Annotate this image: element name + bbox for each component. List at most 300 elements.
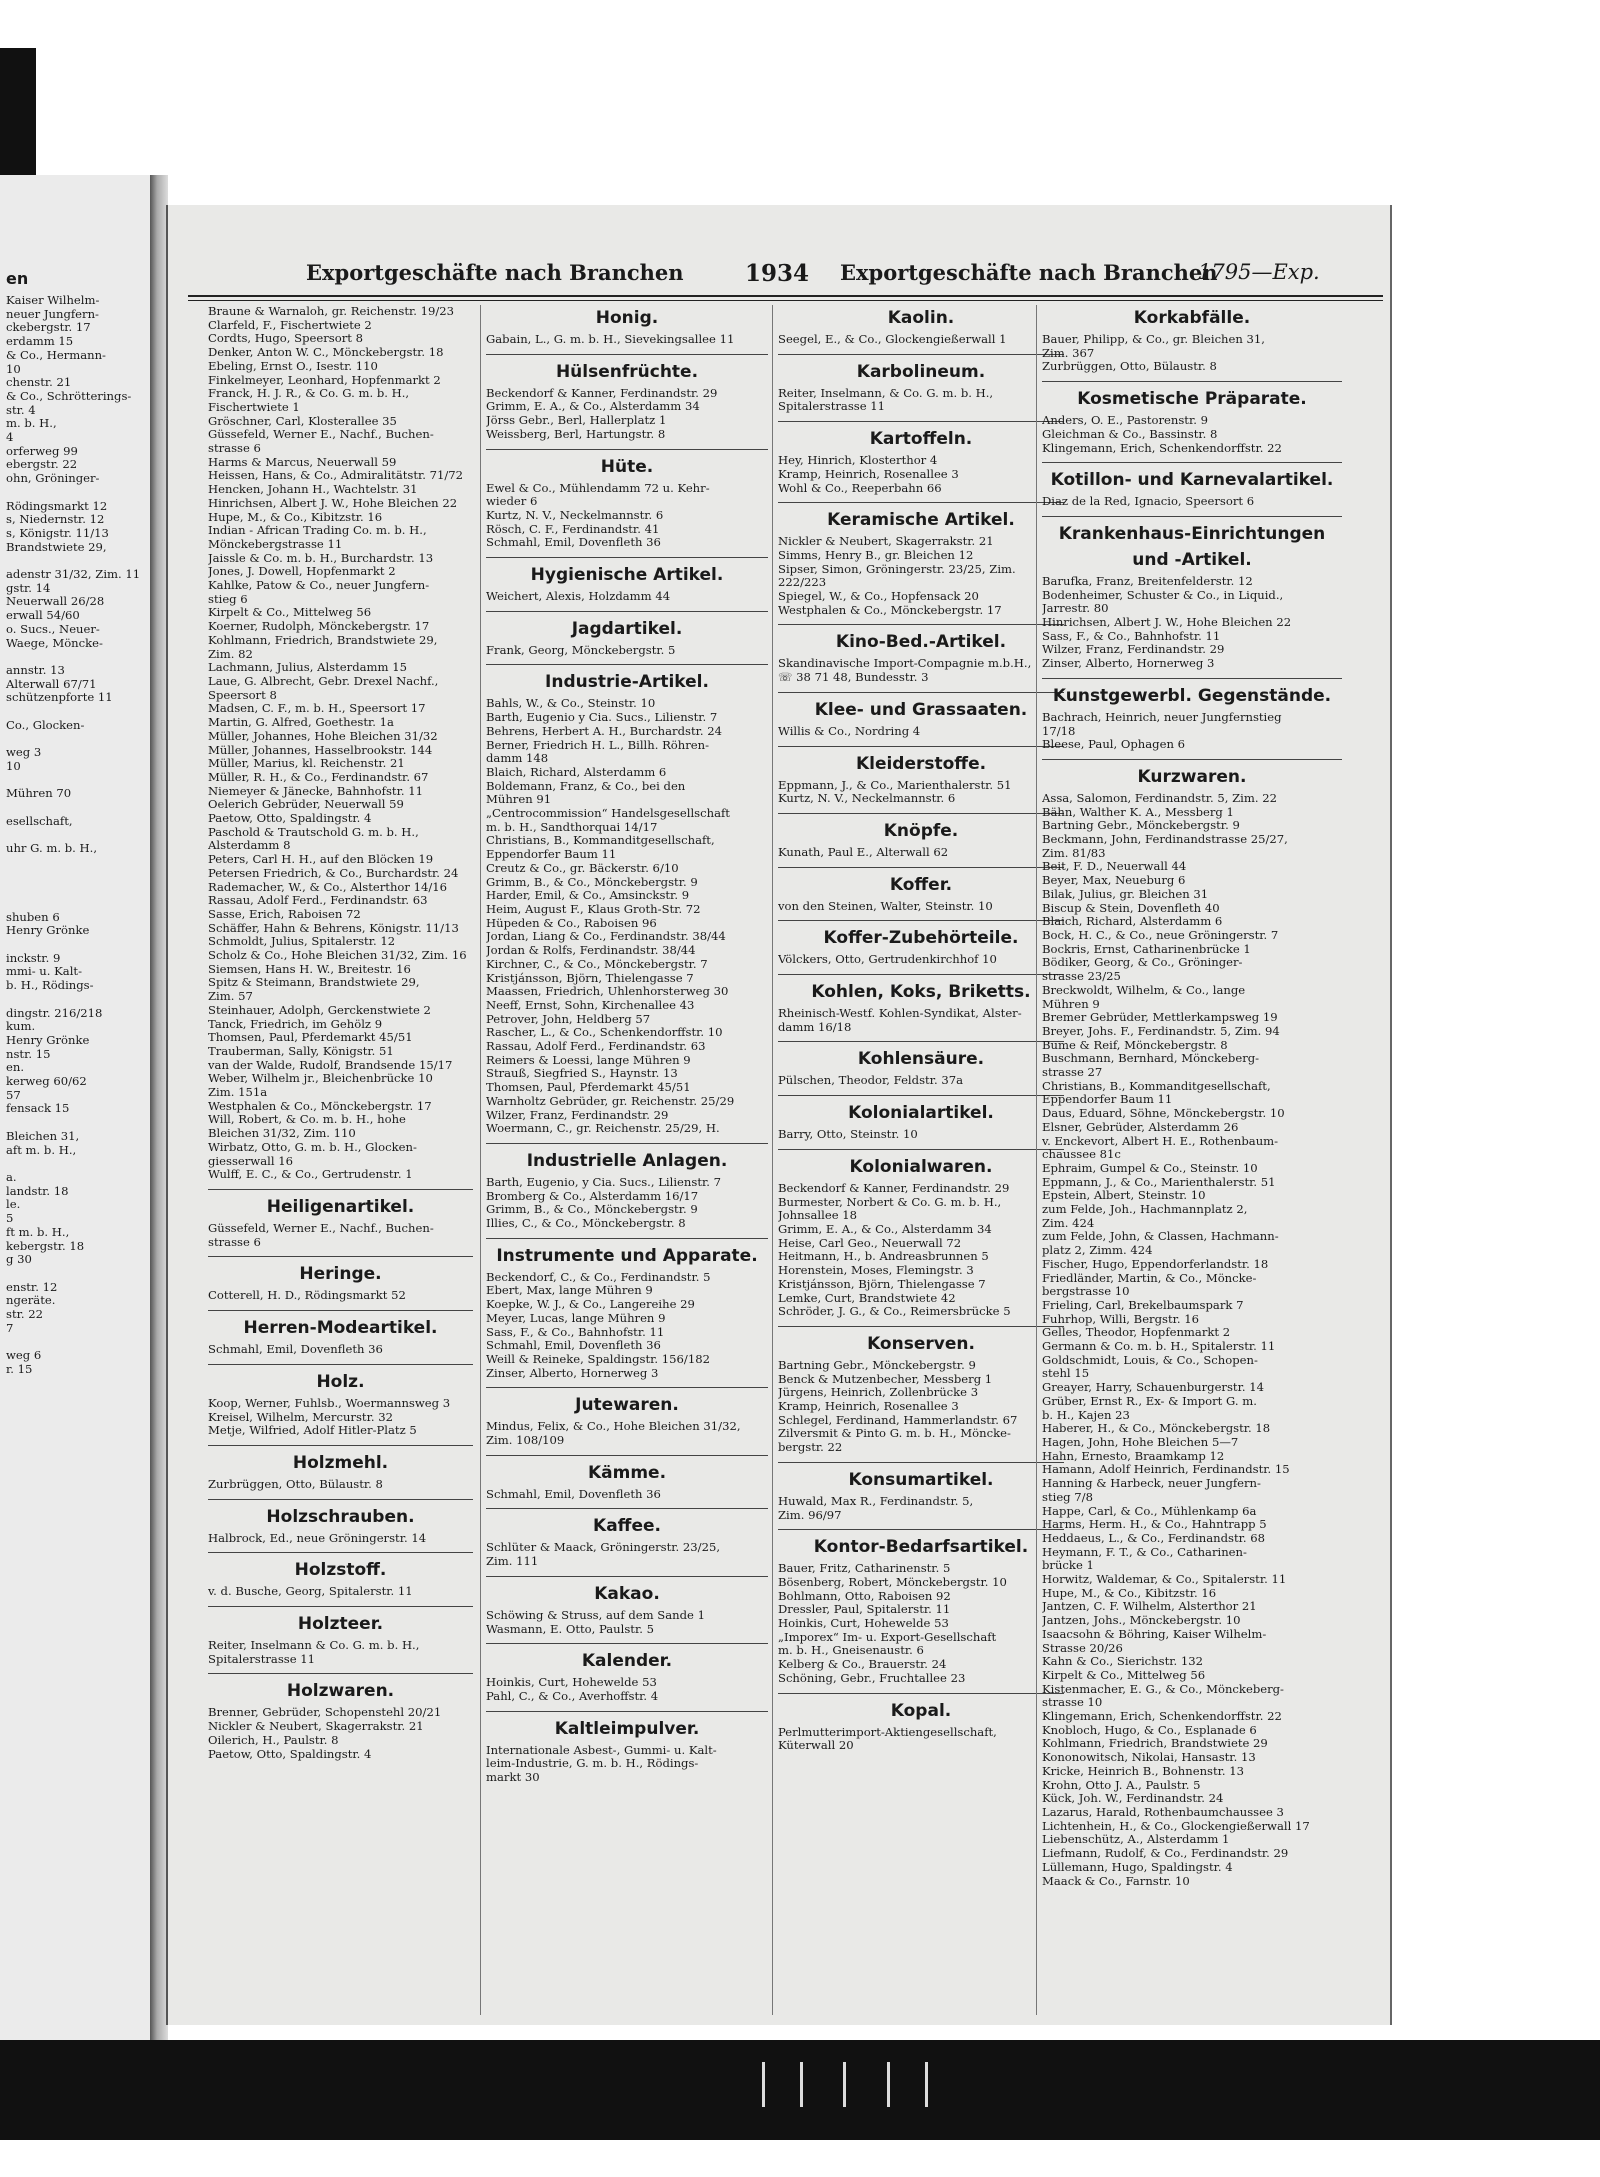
section-heading: Kosmetische Präparate. bbox=[1077, 389, 1307, 410]
directory-entry: Heim, August F., Klaus Groth-Str. 72 bbox=[486, 901, 701, 916]
left-page-line: 10 bbox=[6, 361, 21, 376]
directory-entry: Breckwoldt, Wilhelm, & Co., lange bbox=[1042, 982, 1246, 997]
directory-entry: Madsen, C. F., m. b. H., Speersort 17 bbox=[208, 701, 426, 716]
directory-entry: markt 30 bbox=[486, 1770, 540, 1785]
directory-entry: Germann & Co. m. b. H., Spitalerstr. 11 bbox=[1042, 1339, 1276, 1354]
section-divider bbox=[778, 974, 1064, 975]
left-page-line: weg 6 bbox=[6, 1348, 42, 1363]
section-heading: Jagdartikel. bbox=[571, 618, 683, 639]
section-divider bbox=[778, 502, 1064, 503]
directory-entry: strasse 10 bbox=[1042, 1695, 1103, 1710]
directory-entry: Epstein, Albert, Steinstr. 10 bbox=[1042, 1188, 1206, 1203]
left-page-line: Mühren 70 bbox=[6, 786, 72, 801]
left-page-line bbox=[6, 897, 140, 911]
directory-entry: Heddaeus, L., & Co., Ferdinandstr. 68 bbox=[1042, 1530, 1266, 1545]
section-divider bbox=[778, 1149, 1064, 1150]
directory-entry: Mindus, Felix, & Co., Hohe Bleichen 31/32, bbox=[486, 1419, 741, 1434]
main-page bbox=[166, 205, 1392, 2025]
directory-entry: Kreisel, Wilhelm, Mercurstr. 32 bbox=[208, 1409, 393, 1424]
directory-entry: Hagen, John, Hohe Bleichen 5—7 bbox=[1042, 1435, 1239, 1449]
section-heading: Herren-Modeartikel. bbox=[243, 1318, 438, 1339]
directory-entry: Mönckebergstrasse 11 bbox=[208, 536, 343, 551]
directory-entry: strasse 6 bbox=[208, 441, 261, 456]
directory-entry: Seegel, E., & Co., Glockengießerwall 1 bbox=[778, 332, 1007, 346]
directory-entry: Kunath, Paul E., Alterwall 62 bbox=[778, 844, 949, 859]
left-page-line: uhr G. m. b. H., bbox=[6, 841, 98, 856]
left-page-line bbox=[6, 774, 140, 788]
directory-entry: Johnsallee 18 bbox=[778, 1208, 857, 1223]
directory-entry: Bilak, Julius, gr. Bleichen 31 bbox=[1042, 886, 1209, 901]
directory-entry: Buschmann, Bernhard, Mönckeberg- bbox=[1042, 1051, 1260, 1066]
left-page-line: & Co., Schrötterings- bbox=[6, 388, 132, 403]
directory-entry: Friedländer, Martin, & Co., Möncke- bbox=[1042, 1270, 1257, 1285]
directory-entry: Gabain, L., G. m. b. H., Sievekingsallee 11 bbox=[486, 332, 735, 346]
left-page-line: kebergstr. 18 bbox=[6, 1238, 85, 1253]
section-divider bbox=[486, 557, 768, 558]
column-1 bbox=[208, 305, 473, 2015]
directory-entry: Eppmann, J., & Co., Marienthalerstr. 51 bbox=[778, 777, 1012, 792]
section-heading: Kurzwaren. bbox=[1137, 766, 1247, 787]
directory-entry: Greayer, Harry, Schauenburgerstr. 14 bbox=[1042, 1380, 1264, 1395]
section-heading: Klee- und Grassaaten. bbox=[814, 699, 1028, 720]
directory-entry: Behrens, Herbert A. H., Burchardstr. 24 bbox=[486, 723, 722, 738]
directory-entry: Bahls, W., & Co., Steinstr. 10 bbox=[486, 696, 656, 711]
directory-entry: Zim. 81/83 bbox=[1042, 845, 1106, 860]
left-page-line: annstr. 13 bbox=[6, 662, 65, 677]
directory-entry: Hupe, M., & Co., Kibitzstr. 16 bbox=[1042, 1585, 1217, 1600]
directory-entry: Jürgens, Heinrich, Zollenbrücke 3 bbox=[778, 1385, 979, 1400]
section-divider bbox=[486, 1238, 768, 1239]
section-heading: Kakao. bbox=[594, 1583, 660, 1604]
section-heading: Konsumartikel. bbox=[848, 1469, 994, 1490]
directory-entry: Alsterdamm 8 bbox=[208, 838, 291, 853]
left-page-line: s, Niedernstr. 12 bbox=[6, 512, 105, 527]
scan-tick bbox=[800, 2062, 803, 2107]
directory-entry: Eppendorfer Baum 11 bbox=[486, 847, 617, 862]
directory-entry: Ewel & Co., Mühlendamm 72 u. Kehr- bbox=[486, 480, 710, 495]
directory-entry: leim-Industrie, G. m. b. H., Rödings- bbox=[486, 1756, 699, 1771]
directory-entry: Clarfeld, F., Fischertwiete 2 bbox=[208, 317, 372, 332]
directory-entry: Hoinkis, Curt, Hohewelde 53 bbox=[486, 1675, 657, 1690]
directory-entry: Zilversmit & Pinto G. m. b. H., Möncke- bbox=[778, 1426, 1011, 1441]
section-heading: und -Artikel. bbox=[1132, 549, 1252, 570]
directory-entry: Braune & Warnaloh, gr. Reichenstr. 19/23 bbox=[208, 305, 455, 318]
left-page-line: r. 15 bbox=[6, 1361, 33, 1376]
left-page-line: Neuerwall 26/28 bbox=[6, 594, 105, 609]
section-heading: Kotillon- und Karnevalartikel. bbox=[1050, 470, 1334, 491]
directory-entry: Breyer, Johs. F., Ferdinandstr. 5, Zim. 94 bbox=[1042, 1023, 1280, 1038]
directory-entry: Kricke, Heinrich B., Bohnenstr. 13 bbox=[1042, 1763, 1245, 1778]
directory-entry: Hinrichsen, Albert J. W., Hohe Bleichen 22 bbox=[1042, 615, 1292, 630]
directory-entry: Bödiker, Georg, & Co., Gröninger- bbox=[1042, 955, 1243, 970]
section-heading: Kaffee. bbox=[593, 1516, 661, 1537]
section-heading: Instrumente und Apparate. bbox=[496, 1245, 758, 1266]
section-divider bbox=[486, 1643, 768, 1644]
left-page-line: o. Sucs., Neuer- bbox=[6, 621, 100, 636]
section-divider bbox=[208, 1364, 473, 1365]
left-page-line: neuer Jungfern- bbox=[6, 306, 99, 321]
column-divider bbox=[1036, 305, 1037, 2015]
directory-entry: Jantzen, Johs., Mönckebergstr. 10 bbox=[1042, 1613, 1241, 1628]
directory-entry: ☏ 38 71 48, Bundesstr. 3 bbox=[778, 670, 929, 685]
directory-entry: Harms, Herm. H., & Co., Hahntrapp 5 bbox=[1042, 1517, 1267, 1532]
directory-entry: Liebenschütz, A., Alsterdamm 1 bbox=[1042, 1832, 1230, 1847]
directory-entry: Spitalerstrasse 11 bbox=[208, 1651, 316, 1666]
directory-entry: Reimers & Loessi, lange Mühren 9 bbox=[486, 1052, 691, 1067]
left-page-line: Co., Glocken- bbox=[6, 717, 85, 732]
directory-entry: Zim. 96/97 bbox=[778, 1507, 842, 1522]
directory-entry: Westphalen & Co., Mönckebergstr. 17 bbox=[208, 1098, 432, 1113]
directory-entry: Sipser, Simon, Gröningerstr. 23/25, Zim. bbox=[778, 561, 1016, 576]
section-heading: Keramische Artikel. bbox=[827, 510, 1015, 531]
section-heading: Koffer-Zubehörteile. bbox=[823, 928, 1019, 949]
header-year: 1934 bbox=[745, 260, 810, 287]
directory-entry: Zim. 108/109 bbox=[486, 1433, 565, 1448]
section-divider bbox=[778, 1693, 1064, 1694]
directory-entry: Rassau, Adolf Ferd., Ferdinandstr. 63 bbox=[208, 893, 428, 908]
directory-entry: Ebeling, Ernst O., Isestr. 110 bbox=[208, 358, 378, 373]
directory-entry: Weichert, Alexis, Holzdamm 44 bbox=[486, 589, 671, 604]
directory-entry: Sasse, Erich, Raboisen 72 bbox=[208, 906, 361, 921]
directory-entry: 222/223 bbox=[778, 575, 827, 590]
left-page-line: ngeräte. bbox=[6, 1293, 56, 1308]
directory-entry: Zim. 82 bbox=[208, 646, 253, 661]
directory-entry: Kurtz, N. V., Neckelmannstr. 6 bbox=[486, 507, 664, 522]
left-page-line: Waege, Möncke- bbox=[6, 635, 103, 650]
section-heading: Karbolineum. bbox=[856, 361, 986, 382]
section-heading: Industrie-Artikel. bbox=[545, 672, 709, 693]
directory-entry: Rascher, L., & Co., Schenkendorffstr. 10 bbox=[486, 1025, 723, 1040]
directory-entry: Jarrestr. 80 bbox=[1042, 601, 1109, 616]
directory-entry: Schmahl, Emil, Dovenfleth 36 bbox=[486, 1338, 661, 1353]
directory-entry: Kelberg & Co., Brauerstr. 24 bbox=[778, 1657, 947, 1672]
directory-entry: Trauberman, Sally, Königstr. 51 bbox=[208, 1043, 394, 1058]
section-heading: Holzschrauben. bbox=[266, 1506, 415, 1527]
directory-entry: Steinhauer, Adolph, Gerckenstwiete 2 bbox=[208, 1002, 431, 1017]
directory-entry: Diaz de la Red, Ignacio, Speersort 6 bbox=[1042, 494, 1255, 509]
directory-entry: damm 16/18 bbox=[778, 1019, 852, 1034]
left-page-line: 57 bbox=[6, 1087, 21, 1102]
left-page-line: le. bbox=[6, 1197, 21, 1212]
left-page-line bbox=[6, 1267, 140, 1281]
directory-entry: Beyer, Max, Neueburg 6 bbox=[1042, 873, 1186, 888]
directory-entry: Bockris, Ernst, Catharinenbrücke 1 bbox=[1042, 941, 1251, 956]
directory-entry: Grimm, B., & Co., Mönckebergstr. 9 bbox=[486, 1202, 698, 1217]
directory-entry: Barth, Eugenio, y Cia. Sucs., Lilienstr. 7 bbox=[486, 1174, 721, 1189]
left-page-line: 7 bbox=[6, 1320, 14, 1335]
directory-entry: Maack & Co., Farnstr. 10 bbox=[1042, 1873, 1190, 1888]
left-page-line bbox=[6, 1116, 140, 1130]
directory-entry: von den Steinen, Walter, Steinstr. 10 bbox=[778, 898, 993, 913]
directory-entry: Küterwall 20 bbox=[778, 1738, 854, 1753]
directory-entry: Sass, F., & Co., Bahnhofstr. 11 bbox=[486, 1324, 665, 1339]
directory-entry: Pülschen, Theodor, Feldstr. 37a bbox=[778, 1073, 963, 1088]
left-page-line: 10 bbox=[6, 758, 21, 773]
directory-entry: Frieling, Carl, Brekelbaumspark 7 bbox=[1042, 1297, 1244, 1312]
section-heading: Heiligenartikel. bbox=[266, 1197, 415, 1217]
left-page-line: Rödingsmarkt 12 bbox=[6, 498, 108, 513]
directory-entry: Horenstein, Moses, Flemingstr. 3 bbox=[778, 1263, 974, 1278]
section-heading: Korkabfälle. bbox=[1133, 308, 1251, 328]
directory-entry: Dressler, Paul, Spitalerstr. 11 bbox=[778, 1602, 951, 1617]
directory-entry: Koerner, Rudolph, Mönckebergstr. 17 bbox=[208, 619, 430, 634]
directory-entry: Eppendorfer Baum 11 bbox=[1042, 1092, 1173, 1107]
directory-entry: Oilerich, H., Paulstr. 8 bbox=[208, 1732, 339, 1747]
directory-entry: Kohlmann, Friedrich, Brandstwiete 29 bbox=[1042, 1736, 1268, 1751]
directory-entry: Lichtenhein, H., & Co., Glockengießerwall 17 bbox=[1042, 1818, 1310, 1833]
directory-entry: Martin, G. Alfred, Goethestr. 1a bbox=[208, 715, 394, 730]
directory-entry: Petersen Friedrich, & Co., Burchardstr. 24 bbox=[208, 865, 459, 880]
left-page-line: gstr. 14 bbox=[6, 580, 51, 595]
directory-entry: Koepke, W. J., & Co., Langereihe 29 bbox=[486, 1297, 695, 1312]
directory-entry: Kurtz, N. V., Neckelmannstr. 6 bbox=[778, 791, 956, 806]
directory-entry: Klingemann, Erich, Schenkendorffstr. 22 bbox=[1042, 440, 1282, 455]
section-divider bbox=[208, 1673, 473, 1674]
left-page-line: Alterwall 67/71 bbox=[6, 676, 97, 691]
directory-entry: Barufka, Franz, Breitenfelderstr. 12 bbox=[1042, 573, 1253, 588]
left-page-line bbox=[6, 554, 140, 568]
directory-entry: Eppmann, J., & Co., Marienthalerstr. 51 bbox=[1042, 1174, 1276, 1189]
directory-entry: Hencken, Johann H., Wachtelstr. 31 bbox=[208, 482, 418, 497]
directory-entry: Pahl, C., & Co., Averhoffstr. 4 bbox=[486, 1689, 659, 1703]
scan-margin-top bbox=[0, 0, 1600, 50]
directory-entry: Kahlke, Patow & Co., neuer Jungfern- bbox=[208, 578, 430, 593]
directory-entry: Perlmutterimport-Aktiengesellschaft, bbox=[778, 1724, 997, 1739]
section-divider bbox=[208, 1499, 473, 1500]
left-page-line: str. 22 bbox=[6, 1307, 43, 1322]
directory-entry: Benck & Mutzenbecher, Messberg 1 bbox=[778, 1371, 993, 1386]
directory-entry: Schlüter & Maack, Gröningerstr. 23/25, bbox=[486, 1540, 721, 1555]
directory-entry: Hüpeden & Co., Raboisen 96 bbox=[486, 915, 657, 930]
left-page-line: Henry Grönke bbox=[6, 923, 90, 938]
directory-entry: Lachmann, Julius, Alsterdamm 15 bbox=[208, 660, 407, 675]
directory-entry: Isaacsohn & Böhring, Kaiser Wilhelm- bbox=[1042, 1626, 1267, 1641]
directory-entry: Wilzer, Franz, Ferdinandstr. 29 bbox=[486, 1107, 669, 1122]
section-divider bbox=[778, 867, 1064, 868]
directory-entry: m. b. H., Sandthorquai 14/17 bbox=[486, 819, 658, 834]
directory-entry: Güssefeld, Werner E., Nachf., Buchen- bbox=[208, 427, 434, 442]
directory-entry: Nickler & Neubert, Skagerrakstr. 21 bbox=[778, 534, 994, 549]
directory-entry: Zim. 57 bbox=[208, 989, 253, 1004]
directory-entry: zum Felde, John, & Classen, Hachmann- bbox=[1042, 1229, 1279, 1244]
left-page-line: weg 3 bbox=[6, 745, 42, 760]
directory-entry: Zim. 367 bbox=[1042, 345, 1095, 360]
directory-entry: Wasmann, E. Otto, Paulstr. 5 bbox=[486, 1621, 654, 1636]
section-divider bbox=[208, 1256, 473, 1257]
section-heading: Kino-Bed.-Artikel. bbox=[835, 632, 1007, 653]
section-divider bbox=[486, 1387, 768, 1388]
directory-entry: Bauer, Philipp, & Co., gr. Bleichen 31, bbox=[1042, 332, 1265, 346]
left-page-line: kerweg 60/62 bbox=[6, 1074, 87, 1089]
directory-entry: Assa, Salomon, Ferdinandstr. 5, Zim. 22 bbox=[1042, 790, 1277, 805]
directory-entry: Goldschmidt, Louis, & Co., Schopen- bbox=[1042, 1352, 1258, 1367]
directory-entry: Niemeyer & Jänecke, Bahnhofstr. 11 bbox=[208, 783, 423, 798]
directory-entry: Koop, Werner, Fuhlsb., Woermannsweg 3 bbox=[208, 1395, 451, 1410]
directory-entry: Wohl & Co., Reeperbahn 66 bbox=[778, 480, 942, 495]
directory-entry: m. b. H., Gneisenaustr. 6 bbox=[778, 1643, 924, 1658]
section-heading: Hülsenfrüchte. bbox=[555, 361, 699, 382]
left-page-line: Kaiser Wilhelm- bbox=[6, 293, 100, 307]
section-divider bbox=[778, 920, 1064, 921]
section-divider bbox=[208, 1552, 473, 1553]
directory-entry: Strasse 20/26 bbox=[1042, 1640, 1123, 1655]
directory-entry: Rösch, C. F., Ferdinandstr. 41 bbox=[486, 521, 660, 536]
directory-entry: Heise, Carl Geo., Neuerwall 72 bbox=[778, 1235, 962, 1250]
directory-entry: Horwitz, Waldemar, & Co., Spitalerstr. 11 bbox=[1042, 1572, 1287, 1587]
directory-entry: Kück, Joh. W., Ferdinandstr. 24 bbox=[1042, 1791, 1224, 1806]
directory-entry: Nickler & Neubert, Skagerrakstr. 21 bbox=[208, 1719, 424, 1734]
directory-entry: Bleichen 31/32, Zim. 110 bbox=[208, 1126, 356, 1141]
left-page-line bbox=[6, 1157, 140, 1171]
left-page-line: Henry Grönke bbox=[6, 1032, 90, 1047]
directory-entry: Kramp, Heinrich, Rosenallee 3 bbox=[778, 466, 959, 481]
section-heading: Holzmehl. bbox=[292, 1452, 389, 1473]
directory-entry: Hey, Hinrich, Klosterthor 4 bbox=[778, 453, 938, 468]
directory-entry: Hahn, Ernesto, Braamkamp 12 bbox=[1042, 1448, 1225, 1463]
section-heading: Holz. bbox=[316, 1371, 365, 1392]
directory-entry: Paschold & Trautschold G. m. b. H., bbox=[208, 824, 419, 839]
directory-entry: Schöning, Gebr., Fruchtallee 23 bbox=[778, 1670, 966, 1685]
directory-entry: Fischertwiete 1 bbox=[208, 399, 300, 414]
directory-entry: Thomsen, Paul, Pferdemarkt 45/51 bbox=[486, 1080, 691, 1095]
section-divider bbox=[1042, 678, 1342, 679]
section-divider bbox=[486, 1508, 768, 1509]
directory-entry: Bume & Reif, Mönckebergstr. 8 bbox=[1042, 1037, 1228, 1052]
directory-entry: Barry, Otto, Steinstr. 10 bbox=[778, 1127, 918, 1142]
left-page-line: ebergstr. 22 bbox=[6, 457, 78, 472]
scan-tick bbox=[887, 2062, 890, 2107]
directory-entry: Peters, Carl H. H., auf den Blöcken 19 bbox=[208, 852, 434, 867]
directory-entry: Schäffer, Hahn & Behrens, Königstr. 11/13 bbox=[208, 920, 459, 935]
directory-entry: Spitalerstrasse 11 bbox=[778, 399, 886, 414]
section-divider bbox=[208, 1445, 473, 1446]
left-page-line bbox=[6, 705, 140, 719]
directory-entry: Cotterell, H. D., Rödingsmarkt 52 bbox=[208, 1288, 406, 1303]
directory-entry: Bohlmann, Otto, Raboisen 92 bbox=[778, 1588, 951, 1603]
directory-entry: Scholz & Co., Hohe Bleichen 31/32, Zim. 16 bbox=[208, 948, 467, 963]
section-divider bbox=[778, 421, 1064, 422]
directory-entry: Zim. 424 bbox=[1042, 1215, 1095, 1230]
directory-entry: Fischer, Hugo, Eppendorferlandstr. 18 bbox=[1042, 1256, 1269, 1271]
section-divider bbox=[208, 1606, 473, 1607]
directory-entry: Zurbrüggen, Otto, Bülaustr. 8 bbox=[1042, 359, 1217, 374]
section-divider bbox=[486, 449, 768, 450]
directory-entry: Siemsen, Hans H. W., Breitestr. 16 bbox=[208, 961, 411, 976]
directory-entry: Müller, Johannes, Hasselbrookstr. 144 bbox=[208, 742, 433, 757]
left-page-line bbox=[6, 938, 140, 952]
section-divider bbox=[486, 1143, 768, 1144]
section-heading: Krankenhaus-Einrichtungen bbox=[1058, 523, 1326, 544]
directory-entry: Schmahl, Emil, Dovenfleth 36 bbox=[486, 1486, 661, 1501]
directory-entry: Finkelmeyer, Leonhard, Hopfenmarkt 2 bbox=[208, 372, 441, 387]
section-heading: Kalender. bbox=[581, 1651, 673, 1672]
left-page-line: kum. bbox=[6, 1019, 36, 1034]
left-page-line: orferweg 99 bbox=[6, 443, 78, 458]
left-page-line: enstr. 12 bbox=[6, 1279, 58, 1294]
directory-entry: Völckers, Otto, Gertrudenkirchhof 10 bbox=[778, 952, 997, 967]
section-divider bbox=[778, 354, 1064, 355]
directory-entry: Schöwing & Struss, auf dem Sande 1 bbox=[486, 1607, 705, 1622]
left-page-line: nstr. 15 bbox=[6, 1046, 51, 1061]
directory-entry: platz 2, Zimm. 424 bbox=[1042, 1243, 1153, 1258]
left-page-line bbox=[6, 486, 140, 500]
column-divider bbox=[480, 305, 481, 2015]
directory-entry: Haberer, H., & Co., Mönckebergstr. 18 bbox=[1042, 1421, 1271, 1436]
directory-entry: Meyer, Lucas, lange Mühren 9 bbox=[486, 1310, 666, 1325]
directory-entry: Zinser, Alberto, Hornerweg 3 bbox=[486, 1365, 659, 1380]
section-divider bbox=[1042, 462, 1342, 463]
directory-entry: v. Enckevort, Albert H. E., Rothenbaum- bbox=[1042, 1133, 1279, 1148]
directory-entry: Gröschner, Carl, Klosterallee 35 bbox=[208, 413, 397, 428]
section-divider bbox=[778, 1041, 1064, 1042]
left-page-line: Brandstwiete 29, bbox=[6, 539, 107, 554]
section-heading: Koffer. bbox=[889, 874, 953, 895]
directory-entry: Jones, J. Dowell, Hopfenmarkt 2 bbox=[208, 564, 396, 579]
scan-tick bbox=[843, 2062, 846, 2107]
directory-entry: Biscup & Stein, Dovenfleth 40 bbox=[1042, 900, 1220, 915]
section-heading: Kolonialwaren. bbox=[849, 1156, 993, 1177]
left-page-line: g 30 bbox=[6, 1252, 32, 1267]
directory-entry: Will, Robert, & Co. m. b. H., hohe bbox=[208, 1112, 406, 1127]
directory-entry: Kirchner, C., & Co., Mönckebergstr. 7 bbox=[486, 956, 708, 971]
left-facing-page bbox=[0, 175, 153, 2040]
directory-entry: Heitmann, H., b. Andreasbrunnen 5 bbox=[778, 1249, 989, 1264]
directory-entry: Lemke, Curt, Brandstwiete 42 bbox=[778, 1290, 956, 1305]
directory-entry: Laue, G. Albrecht, Gebr. Drexel Nachf., bbox=[208, 673, 439, 688]
directory-entry: Beckendorf, C., & Co., Ferdinandstr. 5 bbox=[486, 1269, 711, 1284]
directory-entry: Kahn & Co., Sierichstr. 132 bbox=[1042, 1654, 1203, 1669]
section-heading: Kopal. bbox=[890, 1700, 952, 1721]
directory-entry: Rademacher, W., & Co., Alsterthor 14/16 bbox=[208, 879, 448, 894]
directory-entry: Anders, O. E., Pastorenstr. 9 bbox=[1042, 413, 1208, 428]
left-page-line bbox=[6, 993, 140, 1007]
section-divider bbox=[486, 1576, 768, 1577]
left-page-text bbox=[6, 263, 140, 1377]
directory-entry: Knobloch, Hugo, & Co., Esplanade 6 bbox=[1042, 1722, 1257, 1737]
directory-entry: Speersort 8 bbox=[208, 687, 277, 702]
section-heading: Kontor-Bedarfsartikel. bbox=[813, 1537, 1029, 1558]
directory-entry: Zim. 111 bbox=[486, 1554, 539, 1569]
directory-entry: bergstr. 22 bbox=[778, 1440, 843, 1455]
directory-entry: Schröder, J. G., & Co., Reimersbrücke 5 bbox=[778, 1304, 1011, 1319]
directory-entry: Güssefeld, Werner E., Nachf., Buchen- bbox=[208, 1221, 434, 1235]
directory-entry: Kirpelt & Co., Mittelweg 56 bbox=[1042, 1667, 1206, 1682]
left-page-line: landstr. 18 bbox=[6, 1183, 69, 1198]
directory-entry: Skandinavische Import-Compagnie m.b.H., bbox=[778, 656, 1032, 671]
directory-entry: Bösenberg, Robert, Mönckebergstr. 10 bbox=[778, 1574, 1007, 1589]
section-heading: Konserven. bbox=[867, 1333, 975, 1354]
left-page-line: esellschaft, bbox=[6, 813, 73, 828]
directory-entry: Frank, Georg, Mönckebergstr. 5 bbox=[486, 642, 676, 657]
section-heading: Kämme. bbox=[587, 1462, 667, 1483]
directory-entry: Lazarus, Harald, Rothenbaumchaussee 3 bbox=[1042, 1804, 1284, 1819]
directory-entry: Bremer Gebrüder, Mettlerkampsweg 19 bbox=[1042, 1010, 1278, 1025]
left-page-line: dingstr. 216/218 bbox=[6, 1005, 103, 1020]
directory-entry: Barth, Eugenio y Cia. Sucs., Lilienstr. 7 bbox=[486, 710, 718, 725]
directory-entry: Metje, Wilfried, Adolf Hitler-Platz 5 bbox=[208, 1423, 417, 1438]
directory-entry: stehl 15 bbox=[1042, 1366, 1090, 1381]
page-header bbox=[168, 260, 1390, 290]
section-divider bbox=[778, 1462, 1064, 1463]
directory-entry: Ebert, Max, lange Mühren 9 bbox=[486, 1283, 653, 1298]
left-page-line: schützenpforte 11 bbox=[6, 690, 113, 705]
directory-entry: Jantzen, C. F. Wilhelm, Alsterthor 21 bbox=[1042, 1599, 1257, 1614]
directory-entry: Cordts, Hugo, Speersort 8 bbox=[208, 331, 363, 346]
directory-entry: Müller, Marius, kl. Reichenstr. 21 bbox=[208, 756, 405, 771]
left-page-line: m. b. H., bbox=[6, 416, 57, 431]
section-divider bbox=[1042, 516, 1342, 517]
directory-entry: Brenner, Gebrüder, Schopenstehl 20/21 bbox=[208, 1705, 442, 1720]
